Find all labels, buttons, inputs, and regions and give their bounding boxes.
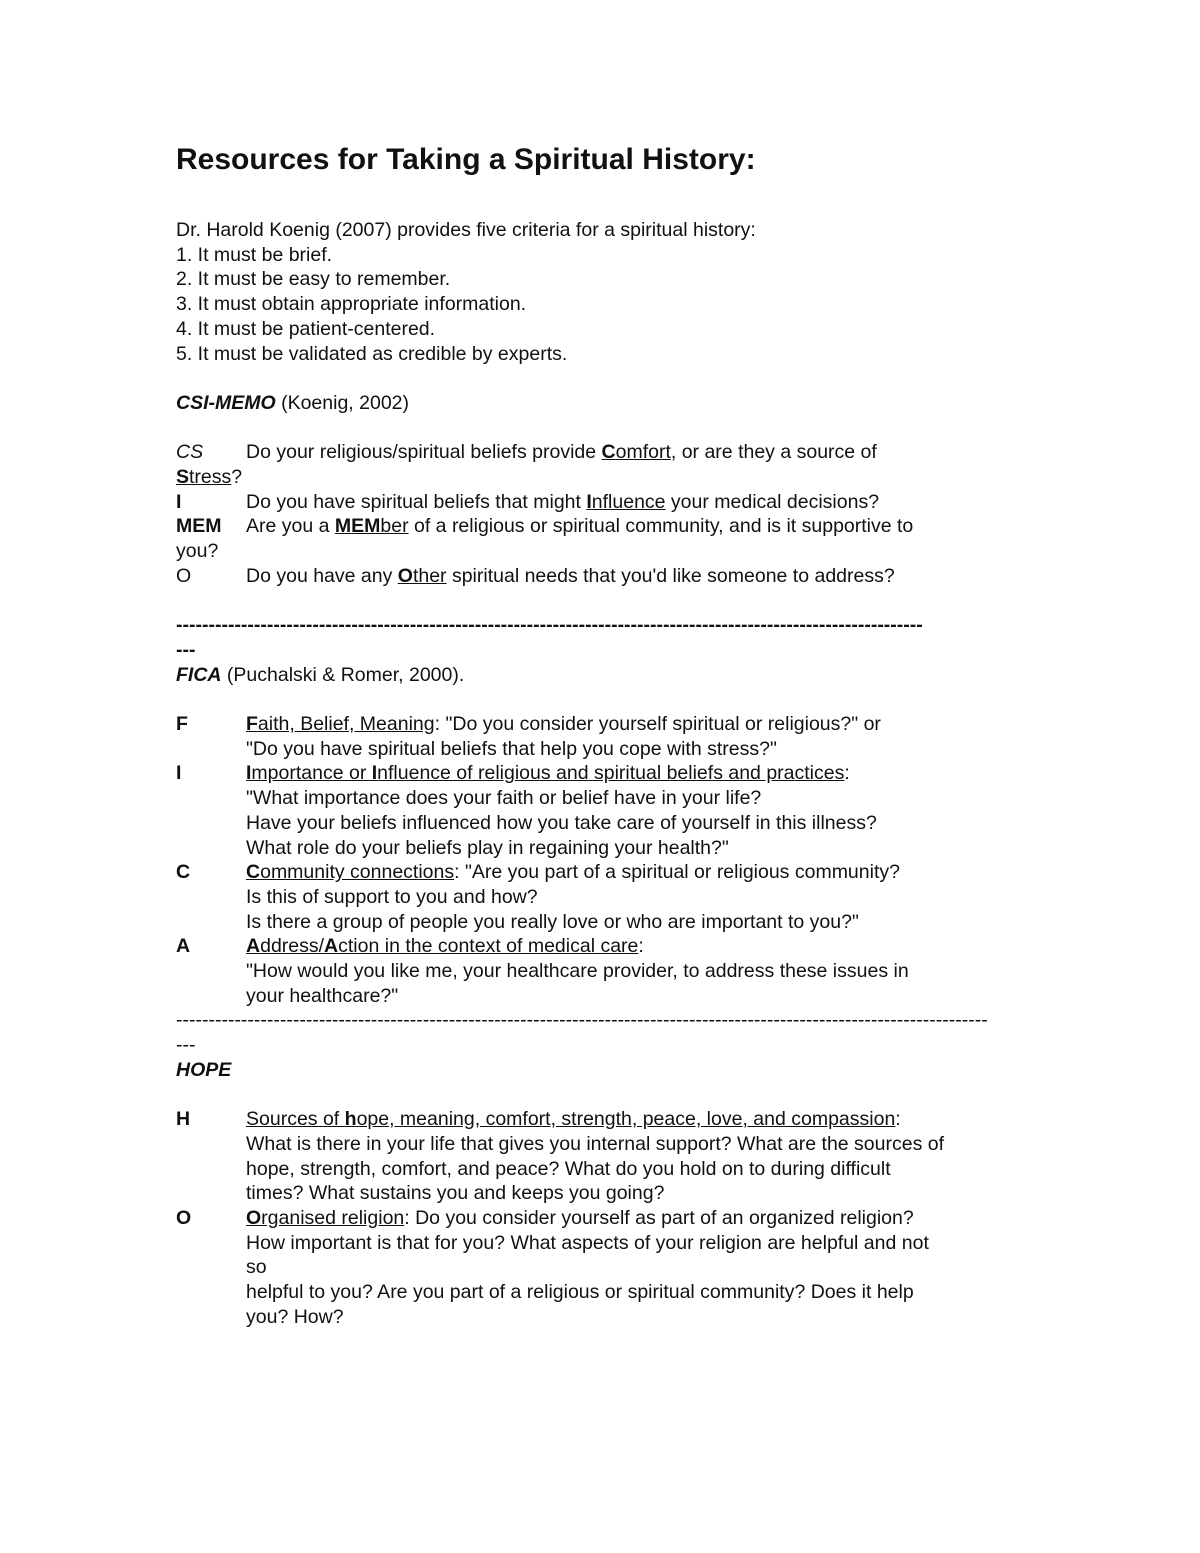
csi-o-key: O [176, 564, 192, 587]
hope-o-line-4: helpful to you? Are you part of a religious or spiritual community? Does it help [246, 1281, 914, 1304]
fica-a-text [246, 934, 1026, 1008]
hope-o-row [176, 1206, 1026, 1330]
fica-i-line-3: Have your beliefs influenced how you take care of yourself in this illness? [246, 811, 877, 834]
csi-member [335, 515, 409, 537]
criteria-item: 1. It must be brief. [176, 243, 333, 266]
fica-community [246, 861, 454, 883]
csi-cs-row [176, 440, 1026, 489]
fica-address-rest: ddress/ [260, 935, 325, 958]
fica-f-key: F [176, 713, 188, 735]
criteria-item: 3. It must obtain appropriate information. [176, 293, 527, 316]
intro-text: Dr. Harold Koenig (2007) provides five criteria for a spiritual history: [176, 219, 756, 241]
csi-influence-letter: I [586, 490, 592, 513]
fica-a-line-2: "How would you like me, your healthcare provider, to address these issues in [246, 960, 909, 983]
fica-importance [246, 762, 844, 784]
csi-stress-letter: S [176, 466, 190, 488]
csi-influence [586, 491, 665, 513]
csi-cs-text-2: , or are they a source of [670, 441, 877, 464]
separator-line: ------------------------------------------------------------------------------------------------------------------- [176, 614, 923, 637]
csi-memo-cite: (Koenig, 2002) [275, 391, 410, 414]
csi-o-text-2: spiritual needs that you'd like someone to address? [446, 564, 895, 587]
fica-c-key: C [176, 861, 191, 884]
csi-o-text: Do you have any [246, 564, 398, 587]
csi-other-rest: ther [412, 564, 447, 587]
fica-a-key: A [176, 935, 191, 958]
hope-sources-start: Sources of [246, 1108, 345, 1131]
separator-line: ----------------------------------------------------------------------------------------------------------------------------- [176, 1009, 988, 1032]
fica-c-row [176, 860, 1026, 934]
fica-a-row [176, 934, 1026, 1008]
csi-mem-text: Are you a [246, 515, 335, 538]
fica-action-rest: ction in the context of medical care [338, 935, 639, 958]
fica-f-row [176, 712, 1026, 761]
fica-influence-rest: nfluence of religious and spiritual beliefs and practices [377, 762, 845, 785]
hope-organised-rest: rganised religion [261, 1207, 405, 1230]
csi-memo-name: CSI-MEMO [176, 391, 276, 414]
fica-a-line-3: your healthcare?" [246, 984, 399, 1007]
csi-comfort-letter: C [601, 441, 616, 464]
separator-line-tail: --- [176, 1034, 196, 1057]
csi-mem-text-2: of a religious or spiritual community, and is it supportive to [408, 515, 914, 538]
fica-c-text [246, 860, 1026, 934]
fica-address [246, 935, 638, 957]
fica-i-colon: : [844, 762, 850, 785]
hope-sources [246, 1108, 895, 1130]
fica-i-key: I [176, 762, 182, 785]
csi-cs-text-3: ? [231, 466, 243, 488]
hope-o-line-2: How important is that for you? What aspects of your religion are helpful and not [246, 1231, 929, 1254]
document-page [176, 140, 1026, 1330]
fica-f-line-1: : "Do you consider yourself spiritual or religious?" or [434, 713, 881, 735]
hope-o-line-1: : Do you consider yourself as part of an organized religion? [404, 1207, 914, 1230]
hope-heading: HOPE [176, 1058, 232, 1081]
hope-h-row [176, 1107, 1026, 1206]
fica-importance-letter: I [246, 762, 252, 785]
fica-community-rest: ommunity connections [260, 861, 455, 884]
hope-h-line-2: What is there in your life that gives you internal support? What are the sources of [246, 1132, 945, 1155]
csi-stress-rest: tress [189, 466, 232, 488]
hope-o-key: O [176, 1207, 192, 1230]
separator-line-tail: --- [176, 638, 196, 661]
csi-stress [176, 466, 231, 488]
fica-community-letter: C [246, 861, 261, 884]
csi-member-letters: MEM [334, 515, 381, 538]
criteria-item: 4. It must be patient-centered. [176, 317, 436, 340]
hope-h-letter: h [344, 1108, 357, 1131]
hope-h-key: H [176, 1108, 191, 1131]
hope-h-colon: : [895, 1108, 901, 1131]
fica-a-colon: : [638, 935, 644, 958]
csi-mem-text-3: you? [176, 540, 219, 563]
fica-faith [246, 713, 435, 735]
csi-cs-text: Do your religious/spiritual beliefs provide [246, 441, 602, 464]
csi-other [398, 565, 447, 587]
csi-cs-key: CS [176, 441, 204, 464]
criteria-item: 5. It must be validated as credible by experts. [176, 342, 568, 365]
fica-f-text [246, 712, 1026, 761]
fica-address-letter: A [246, 935, 261, 958]
fica-c-line-2: Is this of support to you and how? [246, 885, 538, 908]
page-title: Resources for Taking a Spiritual History: [176, 143, 756, 176]
hope-sources-rest: ope, meaning, comfort, strength, peace, love, and compassion [356, 1108, 896, 1131]
csi-i-key: I [176, 490, 182, 513]
csi-comfort [602, 441, 671, 463]
hope-o-letter: O [246, 1207, 262, 1230]
hope-organised-religion [246, 1207, 404, 1229]
csi-member-rest: ber [380, 515, 409, 538]
csi-o-row [176, 564, 1026, 589]
fica-i-row [176, 761, 1026, 860]
fica-importance-rest: mportance or [251, 762, 372, 785]
fica-name: FICA [176, 663, 222, 686]
csi-i-row [176, 490, 1026, 515]
csi-other-letter: O [397, 564, 413, 587]
csi-mem-row [176, 514, 1026, 563]
fica-i-text [246, 761, 1026, 860]
fica-f-line-2: "Do you have spiritual beliefs that help you cope with stress?" [246, 737, 777, 760]
fica-faith-rest: aith, Belief, Meaning [257, 713, 435, 735]
hope-h-line-3: hope, strength, comfort, and peace? What do you hold on to during difficult [246, 1157, 891, 1180]
fica-i-line-2: "What importance does your faith or belief have in your life? [246, 787, 762, 810]
csi-i-text: Do you have spiritual beliefs that might [246, 490, 587, 513]
hope-h-line-4: times? What sustains you and keeps you going? [246, 1182, 665, 1205]
hope-h-text [246, 1107, 1026, 1206]
csi-mem-key: MEM [176, 515, 222, 538]
csi-memo-heading [176, 391, 1026, 416]
fica-c-line-3: Is there a group of people you really love or who are important to you?" [246, 910, 859, 933]
fica-influence-letter: I [371, 762, 378, 785]
hope-o-text [246, 1206, 1026, 1330]
fica-i-line-4: What role do your beliefs play in regaining your health?" [246, 836, 729, 859]
criteria-item: 2. It must be easy to remember. [176, 268, 451, 291]
fica-action-letter: A [324, 935, 339, 958]
csi-influence-rest: nfluence [591, 490, 666, 513]
csi-i-text-2: your medical decisions? [665, 490, 880, 513]
fica-heading [176, 663, 1026, 688]
fica-cite: (Puchalski & Romer, 2000). [221, 663, 465, 686]
fica-c-line-1: : "Are you part of a spiritual or religious community? [454, 861, 900, 884]
csi-comfort-rest: omfort [615, 441, 671, 464]
hope-o-line-5: you? How? [246, 1305, 344, 1328]
hope-o-line-3: so [246, 1256, 267, 1279]
fica-faith-letter: F [246, 713, 258, 735]
